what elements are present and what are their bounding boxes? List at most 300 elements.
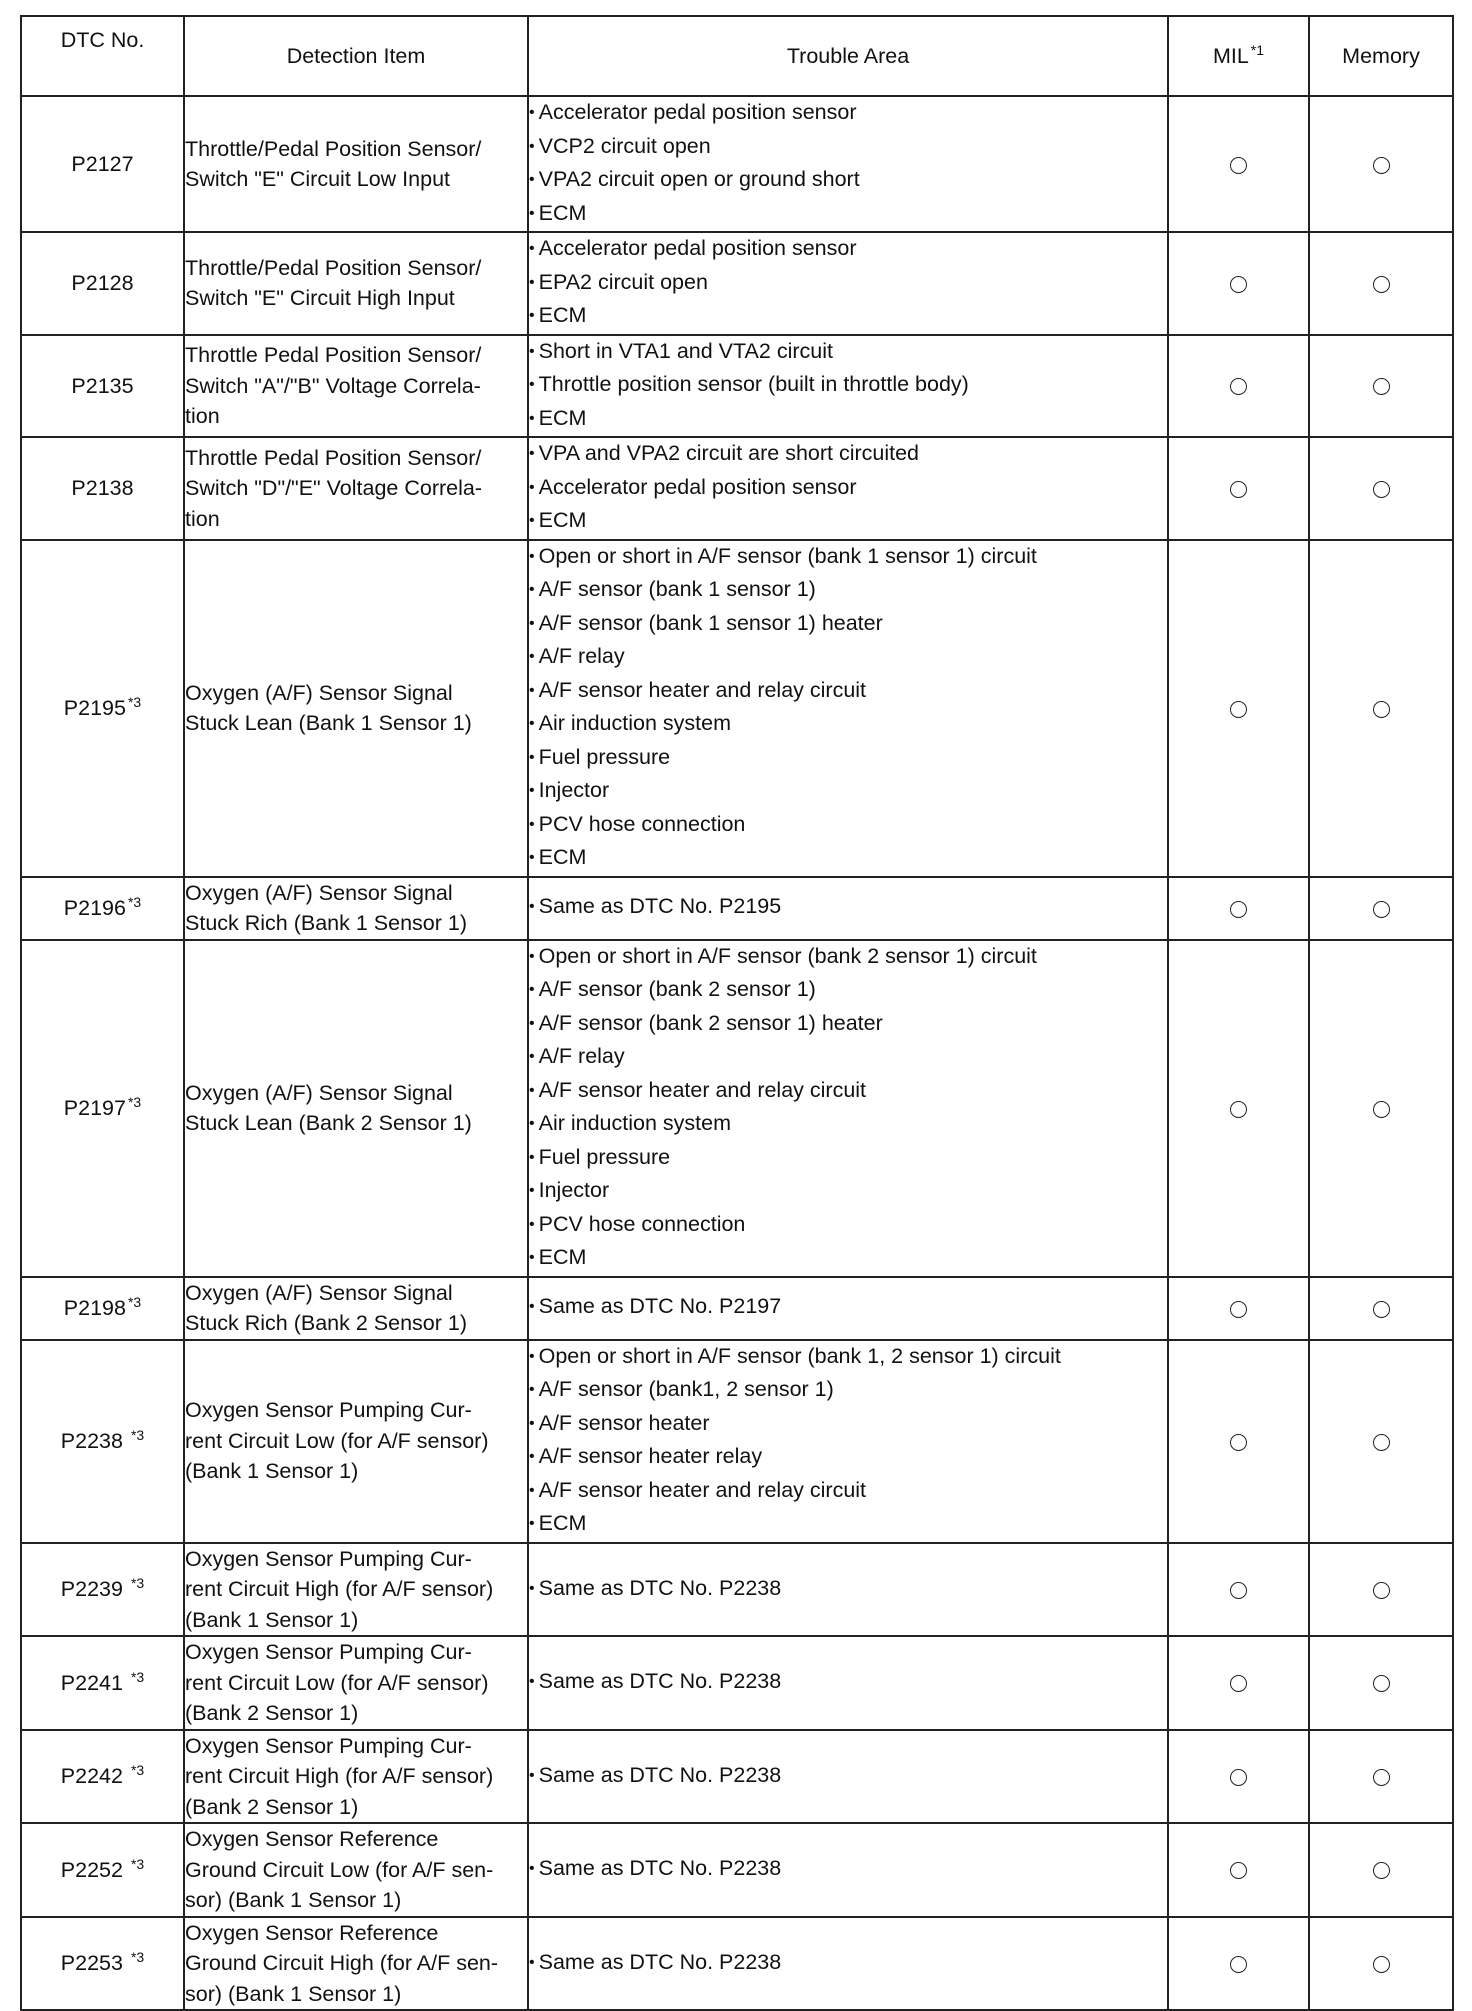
trouble-area-text: A/F sensor heater relay — [538, 1444, 763, 1468]
bullet-icon: • — [529, 1115, 535, 1132]
circle-icon — [1373, 901, 1390, 918]
trouble-area-text: Same as DTC No. P2238 — [538, 1856, 782, 1880]
bullet-icon: • — [529, 614, 535, 632]
dtc-number — [21, 335, 184, 438]
trouble-area-text: Air induction system — [538, 711, 731, 735]
bullet-icon: • — [529, 478, 535, 496]
bullet-icon: • — [529, 648, 535, 665]
circle-icon — [1373, 481, 1390, 498]
bullet-icon: • — [529, 273, 535, 291]
bullet-icon: • — [529, 445, 535, 462]
bullet-icon: • — [529, 849, 535, 866]
dtc-code: P2198 — [63, 1295, 126, 1320]
circle-icon — [1373, 1862, 1390, 1879]
circle-icon — [1230, 276, 1247, 293]
trouble-area-text: Open or short in A/F sensor (bank 1 sensor 1) circuit — [538, 543, 1037, 568]
trouble-area — [528, 1730, 1168, 1824]
bullet-icon: • — [529, 581, 535, 598]
bullet-icon: • — [529, 947, 535, 965]
memory-indicator — [1309, 1917, 1453, 2011]
circle-icon — [1373, 157, 1390, 174]
table-row — [21, 1917, 1453, 2011]
trouble-area-item — [529, 1242, 1167, 1276]
trouble-area-item — [529, 267, 1167, 301]
trouble-area-item — [529, 1008, 1167, 1042]
bullet-icon: • — [529, 1048, 535, 1065]
table-row — [21, 940, 1453, 1277]
circle-icon — [1230, 1675, 1247, 1692]
trouble-area-item — [529, 891, 1167, 925]
bullet-icon: • — [529, 240, 535, 257]
bullet-icon: • — [529, 342, 535, 360]
mil-indicator — [1168, 1636, 1309, 1730]
bullet-icon: • — [529, 1414, 535, 1432]
bullet-icon: • — [529, 1347, 535, 1365]
detection-item-line: sor) (Bank 1 Sensor 1) — [185, 1981, 402, 2006]
header-mil: MIL $^{*1}$ — [1168, 16, 1309, 96]
dtc-number — [21, 1823, 184, 1917]
trouble-area-text: VPA2 circuit open or ground short — [538, 167, 860, 191]
detection-item — [184, 96, 528, 232]
detection-item-line: Ground Circuit Low (for A/F sen- — [185, 1857, 494, 1882]
circle-icon — [1373, 1301, 1390, 1318]
bullet-icon: • — [529, 1673, 535, 1690]
memory-indicator — [1309, 540, 1453, 877]
trouble-area-item — [529, 675, 1167, 709]
trouble-area-item — [529, 198, 1167, 232]
header-trouble-area: Trouble Area — [528, 16, 1168, 96]
bullet-icon: • — [529, 782, 535, 799]
trouble-area-item — [529, 472, 1167, 506]
circle-icon — [1230, 1434, 1247, 1451]
circle-icon — [1373, 701, 1390, 718]
dtc-footnote: *3 — [127, 1293, 142, 1310]
circle-icon — [1373, 1582, 1390, 1599]
detection-item-line: tion — [185, 506, 220, 531]
trouble-area-item — [529, 1209, 1167, 1243]
detection-item — [184, 877, 528, 940]
detection-item-line: Oxygen (A/F) Sensor Signal — [185, 1080, 453, 1105]
mil-indicator — [1168, 232, 1309, 335]
circle-icon — [1373, 276, 1390, 293]
detection-item-line: (Bank 1 Sensor 1) — [185, 1607, 359, 1632]
trouble-area — [528, 540, 1168, 877]
memory-indicator — [1309, 1340, 1453, 1543]
trouble-area-text: A/F relay — [538, 644, 625, 668]
trouble-area-text: A/F sensor heater and relay circuit — [538, 1077, 867, 1102]
circle-icon — [1230, 901, 1247, 918]
trouble-area-text: ECM — [538, 1511, 587, 1535]
detection-item-line: Switch "E" Circuit High Input — [185, 286, 455, 311]
dtc-number — [21, 1277, 184, 1340]
bullet-icon: • — [529, 1481, 535, 1499]
bullet-icon: • — [529, 376, 535, 393]
mil-indicator — [1168, 1730, 1309, 1824]
trouble-area-item — [529, 300, 1167, 334]
bullet-icon: • — [529, 1182, 535, 1199]
table-body — [21, 96, 1453, 2010]
dtc-code: P2195 — [63, 695, 126, 720]
trouble-area-item — [529, 742, 1167, 776]
trouble-area-item — [529, 369, 1167, 403]
trouble-area-text: Open or short in A/F sensor (bank 2 sensor 1) circuit — [538, 943, 1037, 968]
bullet-icon: • — [529, 981, 535, 998]
trouble-area-item — [529, 336, 1167, 370]
trouble-area-item — [529, 1666, 1167, 1700]
table-row — [21, 1730, 1453, 1824]
trouble-area-text: Throttle position sensor (built in throttle body) — [538, 372, 969, 396]
circle-icon — [1373, 1101, 1390, 1118]
trouble-area-text: Open or short in A/F sensor (bank 1, 2 sensor 1) circuit — [538, 1343, 1061, 1368]
trouble-area-text: Same as DTC No. P2197 — [538, 1294, 782, 1319]
bullet-icon: • — [529, 1381, 535, 1398]
dtc-code: P2252 — [60, 1857, 129, 1882]
dtc-code: P2253 — [60, 1951, 129, 1975]
detection-item — [184, 540, 528, 877]
dtc-code: P2135 — [71, 373, 134, 398]
trouble-area-item — [529, 541, 1167, 575]
memory-indicator — [1309, 232, 1453, 335]
header-mil-footnote: *1 — [1250, 41, 1265, 58]
trouble-area-text: Short in VTA1 and VTA2 circuit — [538, 338, 833, 363]
bullet-icon: • — [529, 1953, 535, 1971]
table-row — [21, 1340, 1453, 1543]
trouble-area — [528, 437, 1168, 540]
detection-item-line: Switch "E" Circuit Low Input — [185, 167, 451, 191]
detection-item — [184, 1823, 528, 1917]
detection-item-line: rent Circuit High (for A/F sensor) — [185, 1764, 494, 1788]
trouble-area-item — [529, 641, 1167, 675]
trouble-area-text: A/F sensor (bank 2 sensor 1) heater — [538, 1010, 883, 1035]
detection-item-line: Ground Circuit High (for A/F sen- — [185, 1951, 499, 1975]
dtc-footnote: *3 — [130, 1762, 145, 1778]
table-header — [21, 16, 1453, 96]
trouble-area-text: A/F relay — [538, 1044, 625, 1068]
bullet-icon: • — [529, 1249, 535, 1266]
bullet-icon: • — [529, 171, 535, 188]
circle-icon — [1230, 481, 1247, 498]
memory-indicator — [1309, 335, 1453, 438]
header-memory: Memory — [1309, 16, 1453, 96]
dtc-code: P2241 — [60, 1670, 129, 1695]
trouble-area-text: ECM — [538, 508, 587, 532]
header-dtc-no: DTC No. — [21, 16, 184, 96]
memory-indicator — [1309, 437, 1453, 540]
detection-item — [184, 335, 528, 438]
detection-item-line: tion — [185, 404, 220, 428]
trouble-area-item — [529, 131, 1167, 165]
detection-item-line: Oxygen Sensor Reference — [185, 1920, 439, 1945]
trouble-area — [528, 1917, 1168, 2011]
detection-item-line: sor) (Bank 1 Sensor 1) — [185, 1888, 402, 1912]
dtc-footnote: *3 — [127, 1093, 142, 1110]
detection-item-line: Stuck Lean (Bank 1 Sensor 1) — [185, 711, 472, 735]
detection-item-line: Stuck Rich (Bank 2 Sensor 1) — [185, 1311, 468, 1335]
bullet-icon: • — [529, 547, 535, 565]
dtc-number — [21, 1917, 184, 2011]
dtc-number — [21, 940, 184, 1277]
mil-indicator — [1168, 335, 1309, 438]
circle-icon — [1230, 701, 1247, 718]
mil-indicator — [1168, 940, 1309, 1277]
trouble-area-text: A/F sensor (bank1, 2 sensor 1) — [538, 1377, 834, 1401]
circle-icon — [1230, 378, 1247, 395]
memory-indicator — [1309, 940, 1453, 1277]
table-row — [21, 1543, 1453, 1637]
dtc-code: P2128 — [71, 271, 134, 295]
trouble-area-item — [529, 1291, 1167, 1325]
detection-item-line: rent Circuit Low (for A/F sensor) — [185, 1428, 489, 1453]
trouble-area-text: VCP2 circuit open — [538, 133, 711, 158]
detection-item-line: Throttle Pedal Position Sensor/ — [185, 343, 482, 367]
circle-icon — [1373, 1769, 1390, 1786]
circle-icon — [1230, 1769, 1247, 1786]
trouble-area-item — [529, 574, 1167, 608]
bullet-icon: • — [529, 1515, 535, 1532]
trouble-area-text: A/F sensor heater and relay circuit — [538, 1477, 867, 1502]
dtc-number — [21, 877, 184, 940]
bullet-icon: • — [529, 1215, 535, 1233]
bullet-icon: • — [529, 1014, 535, 1032]
circle-icon — [1373, 1434, 1390, 1451]
trouble-area-text: ECM — [538, 845, 587, 869]
bullet-icon: • — [529, 1298, 535, 1316]
dtc-code: P2196 — [63, 895, 126, 920]
detection-item — [184, 437, 528, 540]
dtc-footnote: *3 — [130, 1949, 145, 1965]
mil-indicator — [1168, 540, 1309, 877]
detection-item-line: rent Circuit Low (for A/F sensor) — [185, 1670, 489, 1695]
bullet-icon: • — [529, 1081, 535, 1099]
dtc-footnote: *3 — [130, 1575, 145, 1591]
bullet-icon: • — [529, 512, 535, 529]
mil-indicator — [1168, 437, 1309, 540]
trouble-area-text: Injector — [538, 1178, 610, 1202]
detection-item-line: Oxygen Sensor Pumping Cur- — [185, 1546, 472, 1571]
trouble-area-text: A/F sensor (bank 2 sensor 1) — [538, 977, 816, 1001]
circle-icon — [1230, 1956, 1247, 1973]
dtc-number — [21, 96, 184, 232]
memory-indicator — [1309, 1636, 1453, 1730]
trouble-area-text: A/F sensor heater — [538, 1410, 710, 1435]
trouble-area-text: ECM — [538, 405, 587, 430]
mil-indicator — [1168, 1917, 1309, 2011]
dtc-footnote: *3 — [130, 1668, 145, 1685]
detection-item — [184, 940, 528, 1277]
dtc-number — [21, 232, 184, 335]
memory-indicator — [1309, 1543, 1453, 1637]
mil-indicator — [1168, 96, 1309, 232]
trouble-area-item — [529, 1175, 1167, 1209]
bullet-icon: • — [529, 1579, 535, 1597]
dtc-number — [21, 540, 184, 877]
trouble-area-text: A/F sensor (bank 1 sensor 1) heater — [538, 610, 883, 635]
dtc-table — [20, 15, 1454, 2011]
circle-icon — [1230, 1101, 1247, 1118]
trouble-area-item — [529, 941, 1167, 975]
detection-item-line: Oxygen Sensor Pumping Cur- — [185, 1640, 472, 1664]
trouble-area-text: Injector — [538, 778, 610, 802]
trouble-area-item — [529, 1441, 1167, 1475]
circle-icon — [1373, 1675, 1390, 1692]
dtc-number — [21, 1543, 184, 1637]
bullet-icon: • — [529, 1448, 535, 1465]
detection-item-line: Switch "D"/"E" Voltage Correla- — [185, 476, 483, 500]
trouble-area-text: A/F sensor heater and relay circuit — [538, 677, 867, 702]
detection-item-line: Oxygen Sensor Pumping Cur- — [185, 1733, 472, 1758]
dtc-footnote: *3 — [130, 1426, 145, 1443]
bullet-icon: • — [529, 1860, 535, 1877]
memory-indicator — [1309, 1277, 1453, 1340]
trouble-area — [528, 96, 1168, 232]
detection-item — [184, 1543, 528, 1637]
trouble-area-text: EPA2 circuit open — [538, 269, 708, 294]
trouble-area-text: Same as DTC No. P2238 — [538, 1762, 782, 1787]
trouble-area — [528, 335, 1168, 438]
trouble-area-text: Accelerator pedal position sensor — [538, 474, 857, 499]
detection-item-line: (Bank 2 Sensor 1) — [185, 1794, 359, 1819]
trouble-area-item — [529, 974, 1167, 1008]
trouble-area — [528, 1543, 1168, 1637]
trouble-area-text: Accelerator pedal position sensor — [538, 236, 857, 260]
trouble-area-item — [529, 1408, 1167, 1442]
detection-item-line: (Bank 2 Sensor 1) — [185, 1701, 359, 1725]
trouble-area-text: Accelerator pedal position sensor — [538, 100, 857, 124]
trouble-area-item — [529, 1508, 1167, 1542]
detection-item-line: Throttle/Pedal Position Sensor/ — [185, 136, 482, 161]
bullet-icon: • — [529, 815, 535, 833]
trouble-area-item — [529, 1374, 1167, 1408]
dtc-number — [21, 1340, 184, 1543]
table-row — [21, 96, 1453, 232]
trouble-area-text: Fuel pressure — [538, 744, 671, 769]
bullet-icon: • — [529, 681, 535, 699]
dtc-code: P2242 — [60, 1764, 129, 1788]
trouble-area-item — [529, 775, 1167, 809]
memory-indicator — [1309, 877, 1453, 940]
table-row — [21, 540, 1453, 877]
trouble-area-text: Same as DTC No. P2238 — [538, 1575, 782, 1600]
detection-item-line: Stuck Lean (Bank 2 Sensor 1) — [185, 1111, 472, 1135]
trouble-area-text: Same as DTC No. P2195 — [538, 894, 782, 919]
circle-icon — [1373, 378, 1390, 395]
header-row — [21, 16, 1453, 96]
trouble-area-item — [529, 233, 1167, 267]
memory-indicator — [1309, 96, 1453, 232]
circle-icon — [1230, 1301, 1247, 1318]
trouble-area-item — [529, 1108, 1167, 1142]
trouble-area-item — [529, 842, 1167, 876]
table-row — [21, 335, 1453, 438]
detection-item — [184, 1277, 528, 1340]
bullet-icon: • — [529, 715, 535, 732]
mil-indicator — [1168, 1823, 1309, 1917]
dtc-code: P2239 — [60, 1577, 129, 1601]
header-detection-item: Detection Item — [184, 16, 528, 96]
detection-item-line: Throttle/Pedal Position Sensor/ — [185, 255, 482, 280]
trouble-area — [528, 940, 1168, 1277]
mil-indicator — [1168, 877, 1309, 940]
bullet-icon: • — [529, 307, 535, 324]
trouble-area-text: Air induction system — [538, 1111, 731, 1135]
dtc-code: P2138 — [71, 476, 134, 500]
detection-item — [184, 1340, 528, 1543]
detection-item — [184, 232, 528, 335]
trouble-area-item — [529, 1341, 1167, 1375]
dtc-number — [21, 1730, 184, 1824]
trouble-area-text: ECM — [538, 303, 587, 327]
trouble-area — [528, 1340, 1168, 1543]
trouble-area-text: A/F sensor (bank 1 sensor 1) — [538, 577, 816, 601]
circle-icon — [1230, 1582, 1247, 1599]
bullet-icon: • — [529, 137, 535, 155]
trouble-area-text: ECM — [538, 1245, 587, 1269]
bullet-icon: • — [529, 104, 535, 121]
trouble-area-item — [529, 1475, 1167, 1509]
bullet-icon: • — [529, 1148, 535, 1166]
trouble-area — [528, 232, 1168, 335]
trouble-area — [528, 1636, 1168, 1730]
detection-item-line: Oxygen (A/F) Sensor Signal — [185, 680, 453, 705]
dtc-number — [21, 437, 184, 540]
memory-indicator — [1309, 1823, 1453, 1917]
dtc-code: P2197 — [63, 1095, 126, 1120]
trouble-area-text: Same as DTC No. P2238 — [538, 1949, 782, 1974]
trouble-area-item — [529, 505, 1167, 539]
trouble-area — [528, 1823, 1168, 1917]
detection-item — [184, 1917, 528, 2011]
detection-item-line: Oxygen (A/F) Sensor Signal — [185, 1280, 453, 1305]
detection-item-line: Oxygen Sensor Reference — [185, 1827, 439, 1851]
detection-item-line: Throttle Pedal Position Sensor/ — [185, 445, 482, 470]
dtc-code: P2238 — [60, 1428, 129, 1453]
trouble-area-item — [529, 164, 1167, 198]
table-row — [21, 877, 1453, 940]
trouble-area-text: Same as DTC No. P2238 — [538, 1669, 782, 1693]
trouble-area-item — [529, 809, 1167, 843]
dtc-number — [21, 1636, 184, 1730]
detection-item-line: (Bank 1 Sensor 1) — [185, 1459, 359, 1484]
trouble-area-item — [529, 1853, 1167, 1887]
trouble-area-item — [529, 608, 1167, 642]
dtc-code: P2127 — [71, 151, 134, 176]
trouble-area — [528, 1277, 1168, 1340]
mil-indicator — [1168, 1340, 1309, 1543]
trouble-area-text: ECM — [538, 200, 587, 225]
trouble-area-text: PCV hose connection — [538, 811, 746, 836]
detection-item-line: rent Circuit High (for A/F sensor) — [185, 1577, 494, 1601]
trouble-area-text: Fuel pressure — [538, 1144, 671, 1169]
circle-icon — [1230, 1862, 1247, 1879]
trouble-area-item — [529, 438, 1167, 472]
trouble-area — [528, 877, 1168, 940]
detection-item — [184, 1636, 528, 1730]
bullet-icon: • — [529, 204, 535, 222]
detection-item — [184, 1730, 528, 1824]
memory-indicator — [1309, 1730, 1453, 1824]
bullet-icon: • — [529, 898, 535, 916]
circle-icon — [1373, 1956, 1390, 1973]
table-row — [21, 437, 1453, 540]
trouble-area-text: PCV hose connection — [538, 1211, 746, 1236]
mil-indicator — [1168, 1277, 1309, 1340]
trouble-area-item — [529, 708, 1167, 742]
trouble-area-item — [529, 1041, 1167, 1075]
dtc-footnote: *3 — [130, 1855, 145, 1872]
detection-item-line: Oxygen (A/F) Sensor Signal — [185, 880, 453, 905]
trouble-area-item — [529, 1573, 1167, 1607]
trouble-area-item — [529, 1947, 1167, 1981]
